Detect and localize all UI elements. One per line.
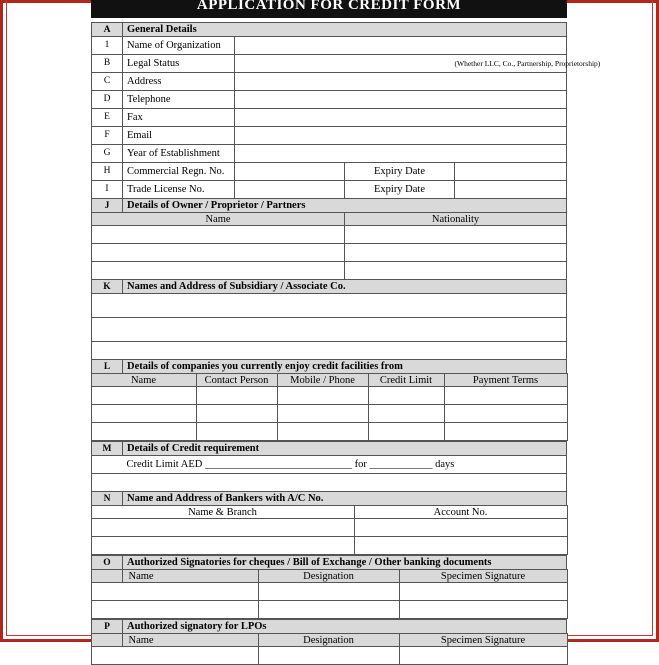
cell[interactable] bbox=[196, 423, 277, 441]
cell[interactable] bbox=[399, 583, 567, 601]
row-letter: G bbox=[92, 145, 123, 163]
cell[interactable] bbox=[399, 601, 567, 619]
col-header: Mobile / Phone bbox=[277, 374, 368, 387]
section-heading: Authorized signatory for LPOs bbox=[123, 620, 567, 634]
section-letter: K bbox=[92, 280, 123, 294]
field-label: Fax bbox=[123, 109, 235, 127]
year-field[interactable] bbox=[235, 145, 567, 163]
col-header: Designation bbox=[258, 570, 399, 583]
cell[interactable] bbox=[91, 647, 258, 665]
field-label: Trade License No. bbox=[123, 181, 235, 199]
credit-form-page bbox=[91, 0, 567, 642]
row-commercial-regn bbox=[92, 163, 567, 181]
row-name-of-organization bbox=[92, 37, 567, 55]
col-header: Specimen Signature bbox=[399, 570, 567, 583]
row-letter: C bbox=[92, 73, 123, 91]
row-letter: E bbox=[92, 109, 123, 127]
field-label: Legal Status bbox=[123, 55, 235, 73]
table-row bbox=[91, 601, 567, 619]
owner-nationality-cell[interactable] bbox=[345, 244, 567, 262]
expiry-label: Expiry Date bbox=[345, 163, 455, 181]
cell[interactable] bbox=[91, 601, 258, 619]
field-label: Commercial Regn. No. bbox=[123, 163, 235, 181]
fax-field[interactable] bbox=[235, 109, 567, 127]
email-field[interactable] bbox=[235, 127, 567, 145]
cell[interactable] bbox=[258, 583, 399, 601]
commercial-expiry-field[interactable] bbox=[455, 163, 567, 181]
table-row bbox=[91, 537, 567, 555]
lpo-subtable-row bbox=[92, 634, 567, 665]
col-header: Nationality bbox=[345, 213, 567, 226]
section-subsidiary bbox=[92, 280, 567, 294]
col-header: Account No. bbox=[354, 506, 567, 519]
row-address bbox=[92, 73, 567, 91]
field-label: Email bbox=[123, 127, 235, 145]
credit-form-table bbox=[91, 22, 567, 665]
row-fax bbox=[92, 109, 567, 127]
subsidiary-field[interactable] bbox=[92, 294, 567, 318]
subsidiary-row bbox=[92, 318, 567, 342]
col-header: Name bbox=[122, 570, 258, 583]
cell[interactable] bbox=[91, 387, 196, 405]
signatories-table bbox=[91, 569, 568, 619]
cell[interactable] bbox=[444, 423, 567, 441]
field-label: Name of Organization bbox=[123, 37, 235, 55]
owner-row bbox=[92, 262, 567, 280]
col-header: Name bbox=[122, 634, 258, 647]
owner-name-cell[interactable] bbox=[92, 262, 345, 280]
cell[interactable] bbox=[444, 387, 567, 405]
row-letter: B bbox=[92, 55, 123, 73]
owner-nationality-cell[interactable] bbox=[345, 262, 567, 280]
cell[interactable] bbox=[354, 519, 567, 537]
owner-row bbox=[92, 226, 567, 244]
col-header: Credit Limit bbox=[368, 374, 444, 387]
telephone-field[interactable] bbox=[235, 91, 567, 109]
section-letter: A bbox=[92, 23, 123, 37]
organization-name-field[interactable] bbox=[235, 37, 567, 55]
expiry-label: Expiry Date bbox=[345, 181, 455, 199]
row-letter: F bbox=[92, 127, 123, 145]
form-title: APPLICATION FOR CREDIT FORM bbox=[91, 0, 567, 18]
cell[interactable] bbox=[258, 647, 399, 665]
section-general bbox=[92, 23, 567, 37]
cell[interactable] bbox=[91, 519, 354, 537]
col-header: Name bbox=[91, 374, 196, 387]
bankers-table bbox=[91, 505, 568, 555]
cell[interactable] bbox=[91, 405, 196, 423]
row-year-of-establishment bbox=[92, 145, 567, 163]
cell[interactable] bbox=[368, 423, 444, 441]
lpo-table bbox=[91, 633, 568, 665]
cell[interactable] bbox=[196, 387, 277, 405]
table-row bbox=[91, 583, 567, 601]
address-field[interactable] bbox=[235, 73, 567, 91]
credit-blank-row bbox=[92, 474, 567, 492]
subsidiary-field[interactable] bbox=[92, 318, 567, 342]
col-header: Name & Branch bbox=[91, 506, 354, 519]
section-letter: J bbox=[92, 199, 123, 213]
row-legal-status bbox=[92, 55, 567, 73]
section-letter: O bbox=[92, 556, 123, 570]
credit-companies-subtable-row bbox=[92, 374, 567, 442]
table-row bbox=[91, 519, 567, 537]
cell[interactable] bbox=[354, 537, 567, 555]
section-letter: P bbox=[92, 620, 123, 634]
row-email bbox=[92, 127, 567, 145]
section-heading: Authorized Signatories for cheques / Bill of Exchange / Other banking documents bbox=[123, 556, 567, 570]
owners-header bbox=[92, 213, 567, 226]
table-row bbox=[91, 647, 567, 665]
field-label: Telephone bbox=[123, 91, 235, 109]
cell[interactable] bbox=[277, 423, 368, 441]
row-letter: D bbox=[92, 91, 123, 109]
section-heading: Details of companies you currently enjoy credit facilities from bbox=[123, 360, 567, 374]
owner-name-cell[interactable] bbox=[92, 244, 345, 262]
owner-row bbox=[92, 244, 567, 262]
section-credit-companies bbox=[92, 360, 567, 374]
subsidiary-row bbox=[92, 342, 567, 360]
legal-status-note: (Whether LLC, Co., Partnership, Proprietorship) bbox=[455, 55, 567, 73]
section-letter: M bbox=[92, 442, 123, 456]
cell[interactable] bbox=[91, 583, 258, 601]
credit-limit-row bbox=[92, 456, 567, 474]
row-trade-license bbox=[92, 181, 567, 199]
col-header: Payment Terms bbox=[444, 374, 567, 387]
cell[interactable] bbox=[258, 601, 399, 619]
cell[interactable] bbox=[277, 405, 368, 423]
trade-expiry-field[interactable] bbox=[455, 181, 567, 199]
row-letter: 1 bbox=[92, 37, 123, 55]
commercial-regn-field[interactable] bbox=[235, 163, 345, 181]
cell[interactable] bbox=[91, 423, 196, 441]
section-heading: Details of Credit requirement bbox=[123, 442, 567, 456]
cell[interactable] bbox=[368, 405, 444, 423]
row-telephone bbox=[92, 91, 567, 109]
cell[interactable] bbox=[444, 405, 567, 423]
table-row bbox=[91, 387, 567, 405]
section-lpo bbox=[92, 620, 567, 634]
section-letter: N bbox=[92, 492, 123, 506]
credit-limit-line[interactable]: Credit Limit AED ____________________________ for ____________ days bbox=[123, 456, 567, 474]
credit-companies-table bbox=[91, 373, 568, 441]
signatories-subtable-row bbox=[92, 570, 567, 620]
cell[interactable] bbox=[196, 405, 277, 423]
col-header: Contact Person bbox=[196, 374, 277, 387]
subsidiary-row bbox=[92, 294, 567, 318]
table-row bbox=[91, 405, 567, 423]
owner-nationality-cell[interactable] bbox=[345, 226, 567, 244]
col-header: Designation bbox=[258, 634, 399, 647]
section-owners bbox=[92, 199, 567, 213]
section-letter: L bbox=[92, 360, 123, 374]
bankers-subtable-row bbox=[92, 506, 567, 556]
section-signatories bbox=[92, 556, 567, 570]
section-credit-requirement bbox=[92, 442, 567, 456]
section-bankers bbox=[92, 492, 567, 506]
table-row bbox=[91, 423, 567, 441]
cell[interactable] bbox=[91, 537, 354, 555]
cell[interactable] bbox=[399, 647, 567, 665]
section-heading: Names and Address of Subsidiary / Associate Co. bbox=[123, 280, 567, 294]
field-label: Year of Establishment bbox=[123, 145, 235, 163]
row-letter: I bbox=[92, 181, 123, 199]
row-letter: H bbox=[92, 163, 123, 181]
col-header: Specimen Signature bbox=[399, 634, 567, 647]
cell[interactable] bbox=[277, 387, 368, 405]
col-header: Name bbox=[92, 213, 345, 226]
owner-name-cell[interactable] bbox=[92, 226, 345, 244]
field-label: Address bbox=[123, 73, 235, 91]
section-heading: Name and Address of Bankers with A/C No. bbox=[123, 492, 567, 506]
cell[interactable] bbox=[368, 387, 444, 405]
section-heading: General Details bbox=[123, 23, 567, 37]
subsidiary-field[interactable] bbox=[92, 342, 567, 360]
trade-license-field[interactable] bbox=[235, 181, 345, 199]
section-heading: Details of Owner / Proprietor / Partners bbox=[123, 199, 567, 213]
legal-status-field[interactable] bbox=[235, 55, 455, 73]
